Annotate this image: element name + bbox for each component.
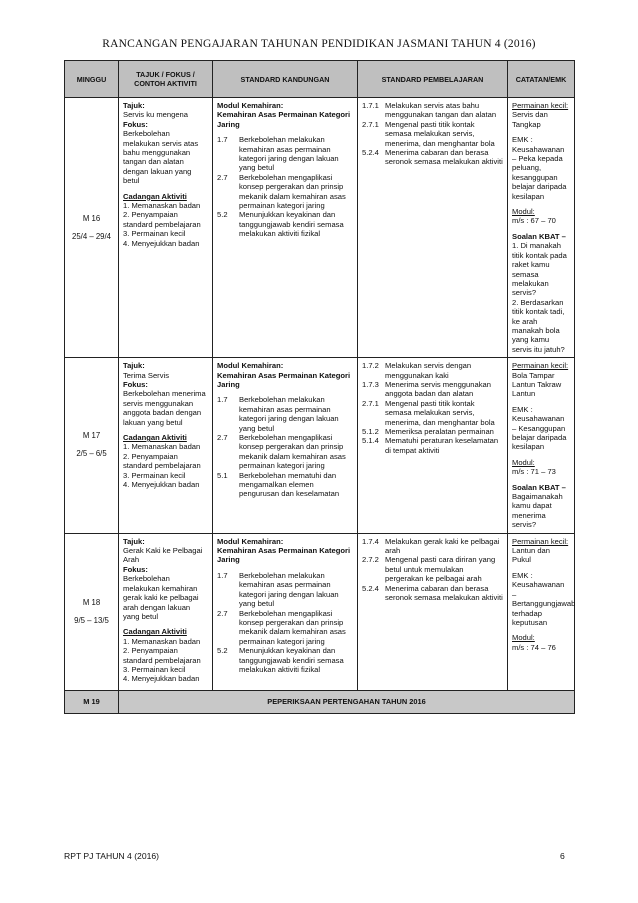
table-row xyxy=(65,533,575,690)
tajuk-text: Gerak Kaki ke Pelbagai Arah xyxy=(123,546,203,565)
week-dates: 25/4 – 29/4 xyxy=(71,231,112,241)
table-row xyxy=(65,98,575,358)
sk-number: 2.7 xyxy=(217,608,228,618)
sp-text: Mengenal pasti titik kontak semasa melakukan servis, menerima, dan menghantar bola xyxy=(385,398,495,427)
sk-text: Menunjukkan keyakinan dan tanggungjawab kendiri semasa melakukan aktiviti fizikal xyxy=(239,646,344,674)
kbat-question: 1. Di manakah titik kontak pada raket kamu semasa melakukan servis? xyxy=(512,241,567,298)
sk-number: 5.2 xyxy=(217,646,228,656)
modul-subtitle: Kemahiran Asas Permainan Kategori Jaring xyxy=(217,370,351,389)
minggu-cell xyxy=(65,98,119,358)
modul-page-text: m/s : 67 – 70 xyxy=(512,216,556,226)
cadangan-label: Cadangan Aktiviti xyxy=(123,191,187,201)
sk-item xyxy=(217,395,353,433)
sp-text: Melakukan gerak kaki ke pelbagai arah xyxy=(385,536,500,556)
sk-number: 2.7 xyxy=(217,433,228,442)
fokus-label: Fokus: xyxy=(123,379,148,389)
permainan-text: Bola Tampar Lantun Takraw Lantun xyxy=(512,370,562,399)
sp-text: Menerima servis menggunakan anggota badan dan alatan xyxy=(385,379,491,399)
sk-number: 1.7 xyxy=(217,135,228,145)
tajuk-label: Tajuk: xyxy=(123,536,145,546)
sp-item xyxy=(362,120,503,148)
cadangan-item: 1. Memanaskan badan xyxy=(123,442,201,452)
standard-pembelajaran-cell xyxy=(358,358,508,534)
fokus-label: Fokus: xyxy=(123,119,148,129)
sk-item xyxy=(217,135,353,173)
cadangan-label: Cadangan Aktiviti xyxy=(123,433,187,442)
permainan-label: Permainan kecil: xyxy=(512,536,569,546)
catatan-cell xyxy=(508,358,575,534)
modul-page-text: m/s : 71 – 73 xyxy=(512,467,556,477)
sp-number: 2.7.2 xyxy=(362,555,379,565)
sk-item xyxy=(217,210,353,238)
week-dates: 9/5 – 13/5 xyxy=(74,615,109,625)
exam-row xyxy=(65,690,575,713)
modul-subtitle: Kemahiran Asas Permainan Kategori Jaring xyxy=(217,546,351,565)
cadangan-item: 4. Menyejukkan badan xyxy=(123,674,200,684)
fokus-text: Berkebolehan melakukan kemahiran gerak kaki ke pelbagai arah dengan lakuan yang betul xyxy=(123,574,199,621)
sp-item xyxy=(362,399,503,427)
fokus-text: Berkebolehan menerima servis menggunakan anggota badan dengan lakuan yang betul xyxy=(123,389,206,427)
cadangan-item: 3. Permainan kecil xyxy=(123,470,186,480)
sk-item xyxy=(217,433,353,471)
sp-number: 2.7.1 xyxy=(362,398,379,408)
modul-page-label: Modul: xyxy=(512,633,535,643)
sp-number: 1.7.2 xyxy=(362,361,379,371)
sp-item xyxy=(362,555,503,583)
sp-item xyxy=(362,427,503,436)
sp-number: 1.7.4 xyxy=(362,536,379,546)
sk-text: Berkebolehan mematuhi dan mengamalkan elemen pengurusan dan keselamatan xyxy=(239,470,340,499)
fokus-text: Berkebolehan melakukan servis atas bahu menggunakan tangan dan alatan dengan lakuan yang betul xyxy=(123,129,199,186)
header-standard-kandungan: STANDARD KANDUNGAN xyxy=(213,61,358,98)
sk-number: 1.7 xyxy=(217,395,228,405)
modul-label: Modul Kemahiran: xyxy=(217,361,284,371)
permainan-label: Permainan kecil: xyxy=(512,361,569,371)
minggu-cell xyxy=(65,533,119,690)
week-number: M 17 xyxy=(82,431,101,441)
cadangan-label: Cadangan Aktiviti xyxy=(123,627,187,637)
footer-document-name: RPT PJ TAHUN 4 (2016) xyxy=(64,851,160,861)
cadangan-item: 3. Permainan kecil xyxy=(123,664,186,674)
sk-number: 1.7 xyxy=(217,570,228,580)
sk-number: 5.1 xyxy=(217,470,228,480)
sp-number: 5.1.2 xyxy=(362,427,379,436)
header-minggu: MINGGU xyxy=(65,61,119,98)
sp-text: Melakukan servis atas bahu menggunakan tangan dan alatan xyxy=(385,101,497,120)
emk-text: Keusahawanan – Peka kepada peluang, kesanggupan belajar daripada kesilapan xyxy=(512,144,567,201)
sp-item xyxy=(362,361,503,380)
sk-text: Berkebolehan mengaplikasi konsep pergerakan dan prinsip mekanik dalam kemahiran asas permainan kategori jaring xyxy=(239,433,346,471)
standard-kandungan-cell xyxy=(213,98,358,358)
sp-text: Mengenal pasti titik kontak semasa melakukan servis, menerima, dan menghantar bola xyxy=(385,119,495,148)
sp-item xyxy=(362,148,503,167)
sp-item xyxy=(362,537,503,556)
modul-page-label: Modul: xyxy=(512,207,535,217)
tajuk-text: Servis ku mengena xyxy=(123,110,189,120)
header-catatan: CATATAN/EMK xyxy=(508,61,575,98)
header-tajuk: TAJUK / FOKUS / CONTOH AKTIVITI xyxy=(119,61,213,98)
fokus-label: Fokus: xyxy=(123,564,148,574)
sk-text: Berkebolehan mengaplikasi konsep pergerakan dan prinsip mekanik dalam kemahiran asas permainan kategori jaring xyxy=(239,172,346,211)
sk-text: Berkebolehan mengaplikasi konsep pergerakan dan prinsip mekanik dalam kemahiran asas permainan kategori jaring xyxy=(239,608,346,646)
footer-page-number: 6 xyxy=(560,851,565,861)
sp-number: 5.2.4 xyxy=(362,148,379,158)
sp-text: Menerima cabaran dan berasa seronok semasa melakukan aktiviti xyxy=(385,583,503,603)
permainan-text: Servis dan Tangkap xyxy=(512,110,548,129)
sp-text: Mematuhi peraturan keselamatan di tempat aktiviti xyxy=(385,436,499,455)
sk-text: Berkebolehan melakukan kemahiran asas permainan kategori jaring dengan lakuan yang betul xyxy=(239,570,339,609)
kbat-question: Bagaimanakah kamu dapat menerima servis? xyxy=(512,492,563,530)
cadangan-item: 1. Memanaskan badan xyxy=(123,201,201,211)
sk-item xyxy=(217,571,353,609)
catatan-cell xyxy=(508,98,575,358)
catatan-cell xyxy=(508,533,575,690)
sp-text: Melakukan servis dengan menggunakan kaki xyxy=(385,361,472,380)
tajuk-label: Tajuk: xyxy=(123,361,145,371)
table-row xyxy=(65,358,575,534)
sp-number: 1.7.3 xyxy=(362,379,379,389)
standard-kandungan-cell xyxy=(213,358,358,534)
tajuk-cell xyxy=(119,98,213,358)
cadangan-item: 2. Penyampaian standard pembelajaran xyxy=(123,451,201,471)
tajuk-cell xyxy=(119,533,213,690)
sp-text: Memeriksa peralatan permainan xyxy=(385,427,494,436)
cadangan-item: 4. Menyejukkan badan xyxy=(123,238,200,248)
sk-item xyxy=(217,646,353,674)
sk-number: 2.7 xyxy=(217,172,228,182)
sk-number: 5.2 xyxy=(217,210,228,220)
sk-item xyxy=(217,471,353,499)
exam-week: M 19 xyxy=(65,690,119,713)
modul-subtitle: Kemahiran Asas Permainan Kategori Jaring xyxy=(217,110,351,129)
sp-number: 5.1.4 xyxy=(362,436,379,446)
sp-number: 1.7.1 xyxy=(362,101,379,110)
modul-page-text: m/s : 74 – 76 xyxy=(512,642,556,652)
emk-label: EMK : xyxy=(512,135,533,145)
standard-kandungan-cell xyxy=(213,533,358,690)
emk-text: Keusahawanan – Kesanggupan belajar daripada kesilapan xyxy=(512,414,567,452)
sk-text: Menunjukkan keyakinan dan tanggungjawab kendiri semasa melakukan aktiviti fizikal xyxy=(239,210,344,239)
sk-item xyxy=(217,609,353,647)
sp-item xyxy=(362,101,503,120)
cadangan-item: 3. Permainan kecil xyxy=(123,229,186,239)
document-title: RANCANGAN PENGAJARAN TAHUNAN PENDIDIKAN JASMANI TAHUN 4 (2016) xyxy=(102,38,536,50)
modul-label: Modul Kemahiran: xyxy=(217,101,284,110)
sp-text: Menerima cabaran dan berasa seronok semasa melakukan aktiviti xyxy=(385,148,503,167)
modul-label: Modul Kemahiran: xyxy=(217,536,284,546)
permainan-text: Lantun dan Pukul xyxy=(512,546,551,565)
standard-pembelajaran-cell xyxy=(358,98,508,358)
sp-item xyxy=(362,584,503,603)
sp-item xyxy=(362,380,503,399)
kbat-label: Soalan KBAT – xyxy=(512,482,566,492)
exam-title: PEPERIKSAAN PERTENGAHAN TAHUN 2016 xyxy=(119,690,575,713)
tajuk-text: Terima Servis xyxy=(123,370,169,380)
cadangan-item: 4. Menyejukkan badan xyxy=(123,480,200,490)
rpt-table xyxy=(64,60,575,714)
minggu-cell xyxy=(65,358,119,534)
emk-label: EMK : xyxy=(512,570,533,580)
emk-label: EMK : xyxy=(512,404,533,414)
sp-number: 5.2.4 xyxy=(362,583,379,593)
sk-text: Berkebolehan melakukan kemahiran asas permainan kategori jaring dengan lakuan yang betul xyxy=(239,135,339,173)
emk-text: Keusahawanan – Bertanggungjawab terhadap keputusan xyxy=(512,580,576,627)
modul-page-label: Modul: xyxy=(512,457,535,467)
sp-item xyxy=(362,436,503,455)
week-number: M 18 xyxy=(82,597,101,607)
cadangan-item: 2. Penyampaian standard pembelajaran xyxy=(123,210,201,229)
week-dates: 2/5 – 6/5 xyxy=(76,449,107,459)
week-number: M 16 xyxy=(82,213,101,223)
tajuk-cell xyxy=(119,358,213,534)
sk-item xyxy=(217,173,353,211)
kbat-label: Soalan KBAT – xyxy=(512,231,566,241)
cadangan-item: 1. Memanaskan badan xyxy=(123,636,201,646)
sp-number: 2.7.1 xyxy=(362,119,379,129)
sp-text: Mengenal pasti cara diriran yang betul untuk memulakan pergerakan ke pelbagai arah xyxy=(385,555,496,584)
sk-text: Berkebolehan melakukan kemahiran asas permainan kategori jaring dengan lakuan yang betul xyxy=(239,395,339,433)
permainan-label: Permainan kecil: xyxy=(512,101,569,110)
standard-pembelajaran-cell xyxy=(358,533,508,690)
header-standard-pembelajaran: STANDARD PEMBELAJARAN xyxy=(358,61,508,98)
kbat-question: 2. Berdasarkan titik kontak tadi, ke arah manakah bola yang kamu servis itu jatuh? xyxy=(512,297,565,354)
table-header-row xyxy=(65,61,575,98)
cadangan-item: 2. Penyampaian standard pembelajaran xyxy=(123,646,201,665)
tajuk-label: Tajuk: xyxy=(123,101,145,110)
